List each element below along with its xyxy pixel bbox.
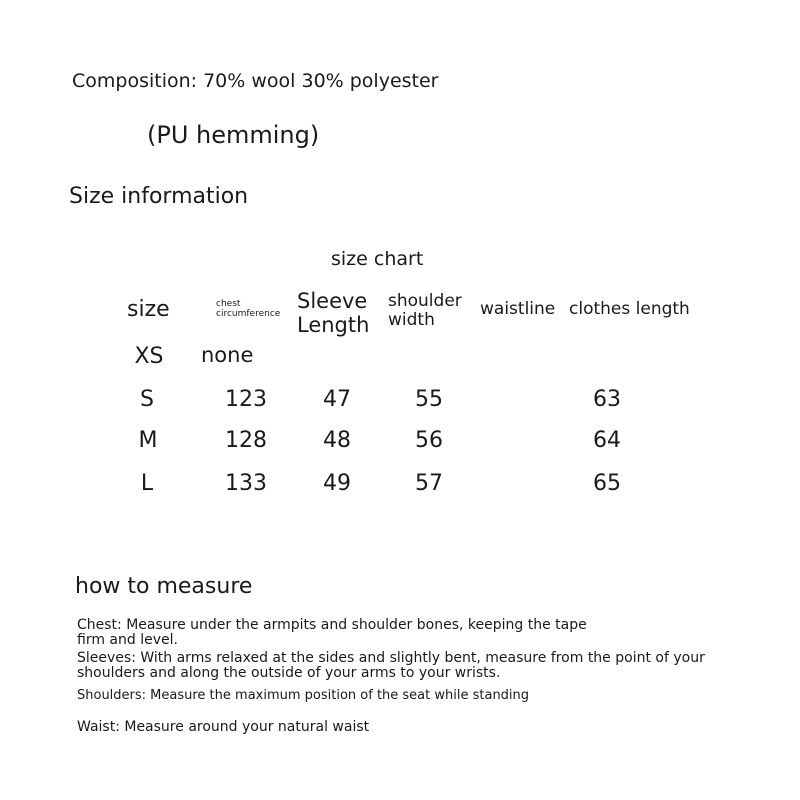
row-l-chest: 133 <box>225 471 267 496</box>
row-xs-size: XS <box>134 344 164 369</box>
row-s-shoulder: 55 <box>415 387 443 412</box>
row-m-length: 64 <box>593 428 621 453</box>
header-clothes-length: clothes length <box>569 299 690 319</box>
how-to-measure-heading: how to measure <box>75 574 253 599</box>
row-l-shoulder: 57 <box>415 471 443 496</box>
row-l-length: 65 <box>593 471 621 496</box>
size-chart-title: size chart <box>331 248 424 270</box>
row-m-chest: 128 <box>225 428 267 453</box>
row-s-sleeve: 47 <box>323 387 351 412</box>
row-s-length: 63 <box>593 387 621 412</box>
header-size: size <box>127 297 170 322</box>
hemming-note: (PU hemming) <box>147 121 320 149</box>
size-information-heading: Size information <box>69 184 249 209</box>
instruction-shoulders: Shoulders: Measure the maximum position of the seat while standing <box>77 688 530 703</box>
header-chest: chest circumference <box>216 299 281 319</box>
instruction-sleeves: Sleeves: With arms relaxed at the sides and slightly bent, measure from the point of your shoulders and along the outside of your arms to your wrists. <box>77 650 705 681</box>
row-s-chest: 123 <box>225 387 267 412</box>
header-shoulder-width: shoulder width <box>388 291 462 330</box>
header-waistline: waistline <box>480 299 556 319</box>
composition-text: Composition: 70% wool 30% polyester <box>72 70 439 92</box>
row-m-size: M <box>138 428 158 453</box>
instruction-waist: Waist: Measure around your natural waist <box>77 719 370 735</box>
row-xs-chest: none <box>201 343 254 367</box>
row-m-sleeve: 48 <box>323 428 351 453</box>
row-l-sleeve: 49 <box>323 471 351 496</box>
header-sleeve-length: Sleeve Length <box>297 289 370 337</box>
row-m-shoulder: 56 <box>415 428 443 453</box>
instruction-chest: Chest: Measure under the armpits and shoulder bones, keeping the tape firm and level. <box>77 617 587 648</box>
row-l-size: L <box>140 471 154 496</box>
row-s-size: S <box>140 387 154 412</box>
